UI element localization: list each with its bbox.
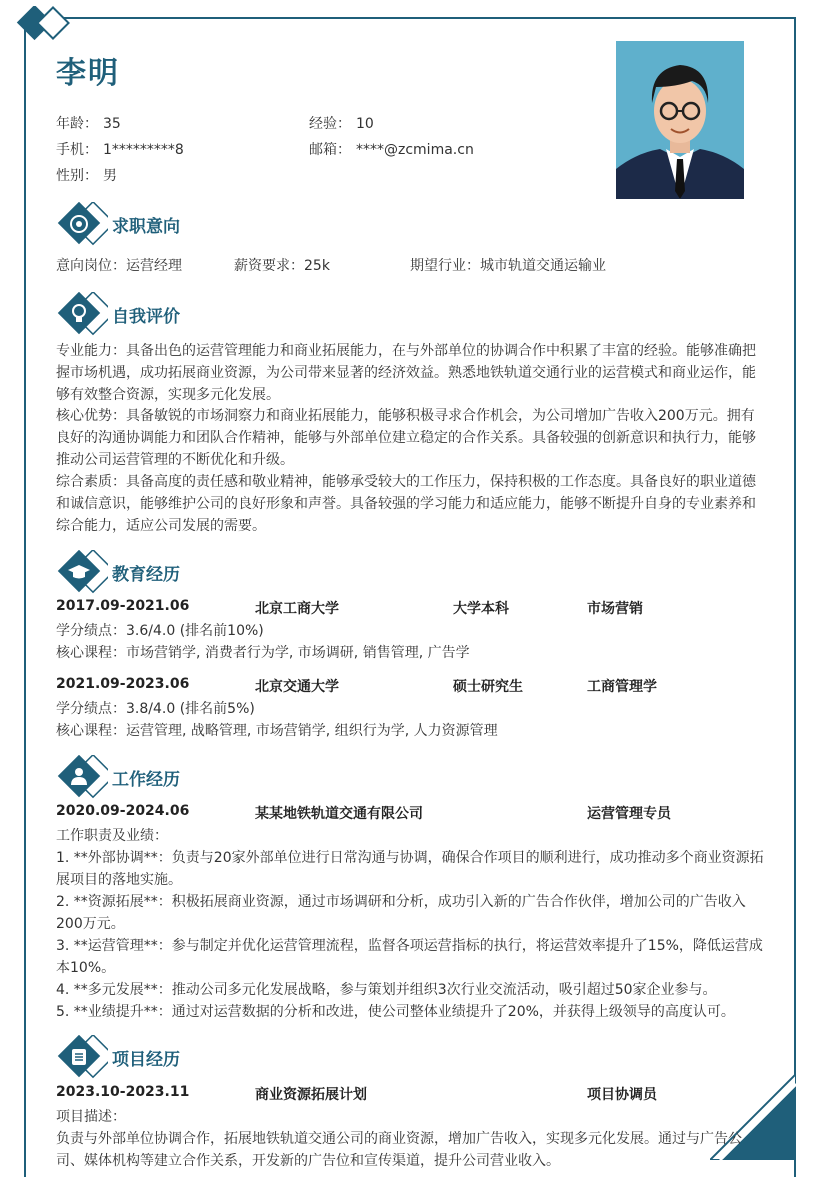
project-period: 2023.10-2023.11 (56, 1084, 190, 1100)
work-item-3: 3. **运营管理**：参与制定并优化运营管理流程，监督各项运营指标的执行，将运营效率提升了15%，降低运营成本10%。 (56, 938, 763, 976)
person-icon (56, 755, 108, 799)
phone-field: 手机： 1*********8 (56, 142, 184, 158)
self-eval-strengths: 核心优势：具备敏锐的市场洞察力和商业拓展能力，能够积极寻求合作机会，为公司增加广告收入200万元。拥有良好的沟通协调能力和团队合作精神，能够与外部单位建立稳定的合作关系。具备较强的创新意识和执行力，能够推动公司运营管理的不断优化和升级。 (56, 408, 756, 468)
section-header-self-eval (56, 292, 776, 336)
edu-school: 北京工商大学 (255, 601, 339, 617)
section-title: 求职意向 (112, 217, 180, 237)
graduation-cap-icon (56, 550, 108, 594)
intent-industry: 期望行业：城市轨道交通运输业 (410, 258, 606, 274)
age-field: 年龄： 35 (56, 116, 121, 132)
edu-major: 工商管理学 (587, 679, 657, 695)
edu-gpa-2: 学分绩点：3.8/4.0 (排名前5%) (56, 701, 255, 717)
profile-photo (616, 41, 744, 199)
work-item-4: 4. **多元发展**：推动公司多元化发展战略，参与策划并组织3次行业交流活动，吸引超过50家企业参与。 (56, 982, 717, 998)
project-desc: 负责与外部单位协调合作，拓展地铁轨道交通公司的商业资源，增加广告收入，实现多元化发展。通过与广告公司、媒体机构等建立合作关系，开发新的广告位和宣传渠道，提升公司营业收入。 (56, 1131, 742, 1169)
edu-courses-1: 核心课程：市场营销学, 消费者行为学, 市场调研, 销售管理, 广告学 (56, 645, 470, 661)
section-header-project (56, 1035, 776, 1079)
work-period: 2020.09-2024.06 (56, 803, 190, 819)
email-field: 邮箱： ****@zcmima.cn (309, 142, 474, 158)
gender-field: 性别： 男 (56, 168, 117, 184)
project-intro: 项目描述： (56, 1109, 126, 1125)
edu-period: 2017.09-2021.06 (56, 598, 190, 614)
project-name: 商业资源拓展计划 (255, 1087, 367, 1103)
work-item-1: 1. **外部协调**：负责与20家外部单位进行日常沟通与协调，确保合作项目的顺利进行，成功推动多个商业资源拓展项目的落地实施。 (56, 850, 764, 888)
experience-field: 经验： 10 (309, 116, 374, 132)
work-item-2: 2. **资源拓展**：积极拓展商业资源，通过市场调研和分析，成功引入新的广告合作伙伴，增加公司的广告收入200万元。 (56, 894, 746, 932)
work-intro: 工作职责及业绩： (56, 828, 168, 844)
section-title: 项目经历 (112, 1050, 180, 1070)
work-company: 某某地铁轨道交通有限公司 (255, 806, 423, 822)
edu-period: 2021.09-2023.06 (56, 676, 190, 692)
intent-salary: 薪资要求：25k (234, 258, 330, 274)
edu-major: 市场营销 (587, 601, 643, 617)
section-header-education (56, 550, 776, 594)
section-title: 教育经历 (112, 565, 180, 585)
work-role: 运营管理专员 (587, 806, 671, 822)
edu-school: 北京交通大学 (255, 679, 339, 695)
section-title: 自我评价 (112, 307, 180, 327)
section-header-work (56, 755, 776, 799)
edu-courses-2: 核心课程：运营管理, 战略管理, 市场营销学, 组织行为学, 人力资源管理 (56, 723, 498, 739)
target-icon (56, 202, 108, 246)
edu-degree: 大学本科 (453, 601, 509, 617)
edu-degree: 硕士研究生 (453, 679, 523, 695)
list-document-icon (56, 1035, 108, 1079)
lightbulb-icon (56, 292, 108, 336)
intent-position: 意向岗位：运营经理 (56, 258, 182, 274)
corner-diamond-decoration (12, 6, 82, 42)
work-item-5: 5. **业绩提升**：通过对运营数据的分析和改进，使公司整体业绩提升了20%，并获得上级领导的高度认可。 (56, 1004, 735, 1020)
section-title: 工作经历 (112, 770, 180, 790)
edu-gpa-1: 学分绩点：3.6/4.0 (排名前10%) (56, 623, 264, 639)
candidate-name: 李明 (56, 56, 120, 91)
project-role: 项目协调员 (587, 1087, 657, 1103)
self-eval-qualities: 综合素质：具备高度的责任感和敬业精神，能够承受较大的工作压力，保持积极的工作态度。具备良好的职业道德和诚信意识，能够维护公司的良好形象和声誉。具备较强的学习能力和适应能力，能够不断提升自身的专业素养和综合能力，适应公司发展的需要。 (56, 474, 756, 534)
self-eval-professional: 专业能力：具备出色的运营管理能力和商业拓展能力，在与外部单位的协调合作中积累了丰富的经验。能够准确把握市场机遇，成功拓展商业资源，为公司带来显著的经济效益。熟悉地铁轨道交通行业的运营模式和商业运作，能够有效整合资源，实现多元化发展。 (56, 343, 756, 403)
section-header-intent (56, 202, 776, 246)
